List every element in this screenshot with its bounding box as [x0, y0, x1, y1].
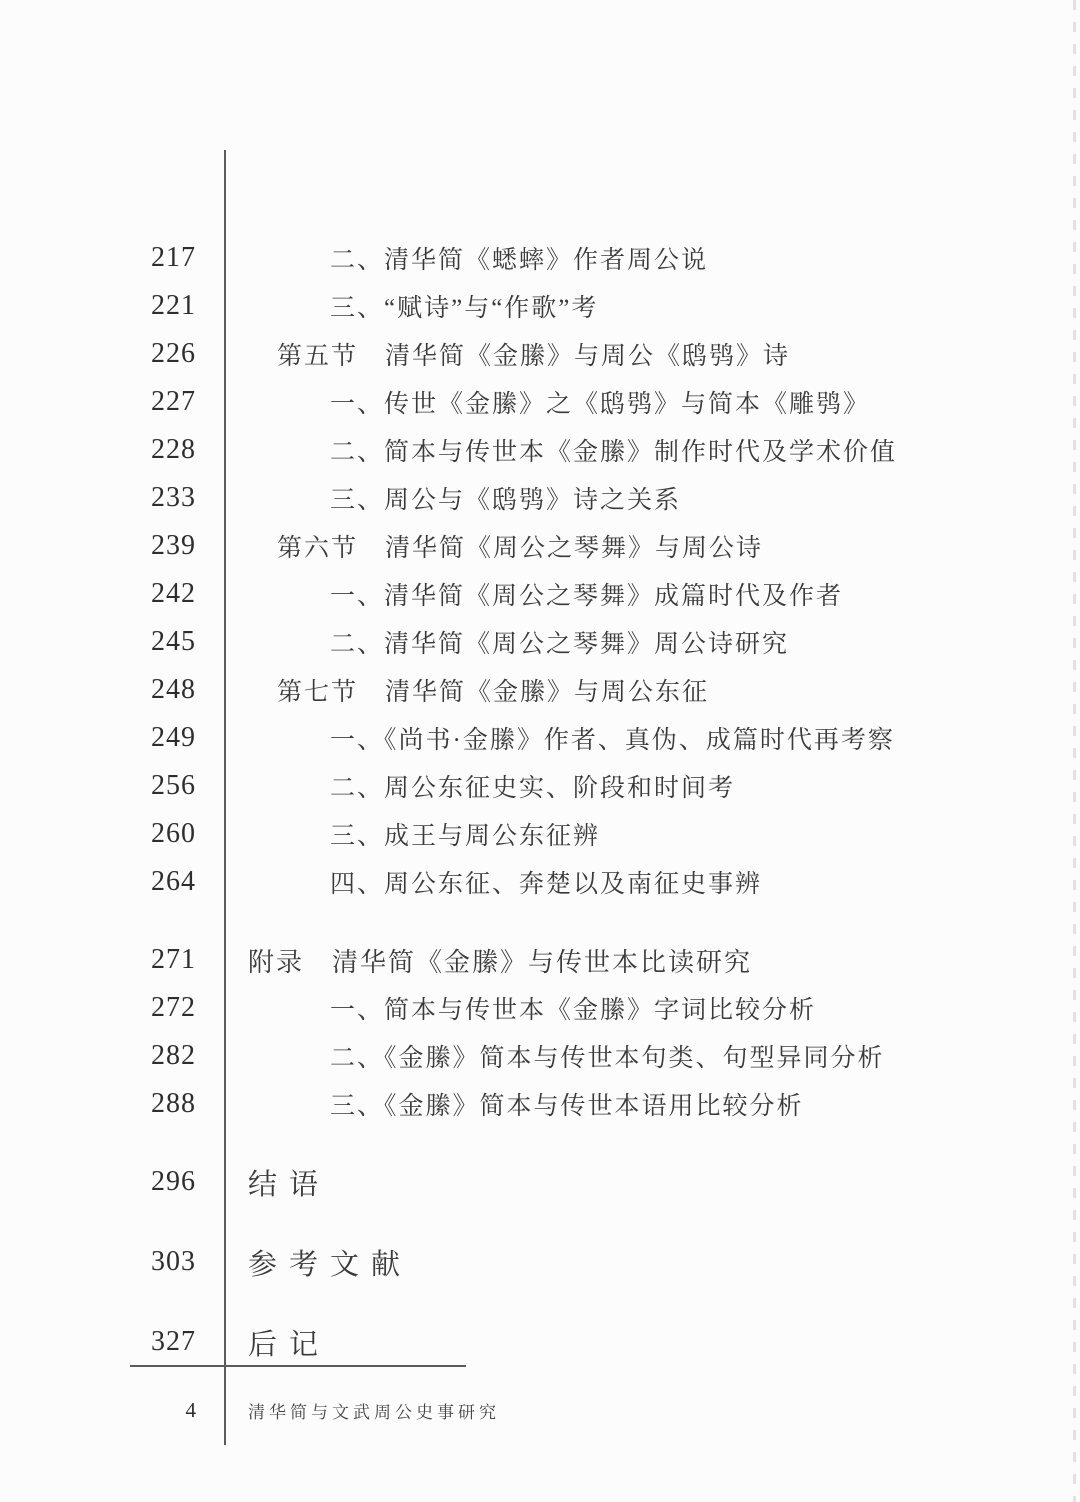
- toc-entry-title: 附录 清华简《金縢》与传世本比读研究: [248, 947, 753, 977]
- toc-entry-title: 四、周公东征、奔楚以及南征史事辨: [330, 871, 763, 898]
- toc-entry: [0, 714, 1080, 762]
- toc-entry-title: 第六节 清华简《周公之琴舞》与周公诗: [277, 535, 764, 562]
- toc-page-number: 249: [151, 722, 196, 753]
- toc-entry: [0, 282, 1080, 330]
- toc-page-number: 226: [151, 338, 196, 369]
- toc-entry: [0, 936, 1080, 984]
- toc-page-number: 217: [151, 242, 196, 273]
- toc-page-number: 227: [151, 386, 196, 417]
- table-of-contents: [0, 234, 1080, 1366]
- toc-entry: [0, 666, 1080, 714]
- toc-page-number: 260: [151, 818, 196, 849]
- toc-page-number: 296: [151, 1166, 196, 1197]
- toc-page-number: 327: [151, 1326, 196, 1357]
- toc-entry-title: 结语: [248, 1168, 331, 1201]
- toc-entry: [0, 1238, 1080, 1286]
- footer-rule: [130, 1365, 466, 1367]
- toc-entry: [0, 378, 1080, 426]
- toc-page-number: 264: [151, 866, 196, 897]
- toc-page-number: 303: [151, 1246, 196, 1277]
- toc-entry: [0, 858, 1080, 906]
- toc-entry: [0, 426, 1080, 474]
- toc-entry: [0, 522, 1080, 570]
- toc-page-number: 245: [151, 626, 196, 657]
- toc-entry-title: 参考文献: [248, 1248, 413, 1281]
- toc-page-number: 272: [151, 992, 196, 1023]
- toc-page-number: 271: [151, 944, 196, 975]
- toc-entry: [0, 1080, 1080, 1128]
- toc-entry-title: 后记: [248, 1328, 331, 1361]
- toc-entry-title: 二、清华简《周公之琴舞》周公诗研究: [330, 631, 790, 658]
- footer-book-title: 清华简与文武周公史事研究: [248, 1402, 500, 1422]
- toc-entry-title: 二、《金縢》简本与传世本句类、句型异同分析: [330, 1045, 885, 1072]
- toc-entry-title: 第五节 清华简《金縢》与周公《鸱鸮》诗: [277, 343, 791, 370]
- toc-page-number: 256: [151, 770, 196, 801]
- toc-entry-title: 三、周公与《鸱鸮》诗之关系: [330, 487, 682, 514]
- toc-entry-title: 三、“赋诗”与“作歌”考: [330, 295, 599, 322]
- toc-entry: [0, 1318, 1080, 1366]
- toc-entry: [0, 1032, 1080, 1080]
- toc-entry-title: 三、成王与周公东征辨: [330, 823, 601, 850]
- toc-entry: [0, 234, 1080, 282]
- toc-entry-title: 二、清华简《蟋蟀》作者周公说: [330, 247, 709, 274]
- toc-page-number: 288: [151, 1088, 196, 1119]
- toc-entry-title: 第七节 清华简《金縢》与周公东征: [277, 679, 710, 706]
- toc-entry: [0, 570, 1080, 618]
- toc-entry-title: 二、周公东征史实、阶段和时间考: [330, 775, 736, 802]
- toc-entry: [0, 984, 1080, 1032]
- toc-entry-title: 二、简本与传世本《金縢》制作时代及学术价值: [330, 439, 898, 466]
- toc-entry-title: 一、传世《金縢》之《鸱鸮》与简本《雕鸮》: [330, 391, 871, 418]
- toc-page-number: 221: [151, 290, 196, 321]
- toc-page-number: 233: [151, 482, 196, 513]
- toc-entry: [0, 762, 1080, 810]
- toc-page-number: 228: [151, 434, 196, 465]
- toc-page-number: 242: [151, 578, 196, 609]
- toc-entry-title: 一、清华简《周公之琴舞》成篇时代及作者: [330, 583, 844, 610]
- toc-entry-title: 一、《尚书·金縢》作者、真伪、成篇时代再考察: [330, 727, 895, 754]
- toc-page-number: 248: [151, 674, 196, 705]
- page-footer: [0, 1386, 1080, 1434]
- toc-entry: [0, 474, 1080, 522]
- toc-page-number: 239: [151, 530, 196, 561]
- toc-entry: [0, 1158, 1080, 1206]
- toc-entry: [0, 618, 1080, 666]
- toc-entry: [0, 330, 1080, 378]
- footer-page-number: 4: [185, 1397, 196, 1422]
- toc-page-number: 282: [151, 1040, 196, 1071]
- toc-entry: [0, 810, 1080, 858]
- toc-entry-title: 三、《金縢》简本与传世本语用比较分析: [330, 1093, 804, 1120]
- toc-entry-title: 一、简本与传世本《金縢》字词比较分析: [330, 997, 817, 1024]
